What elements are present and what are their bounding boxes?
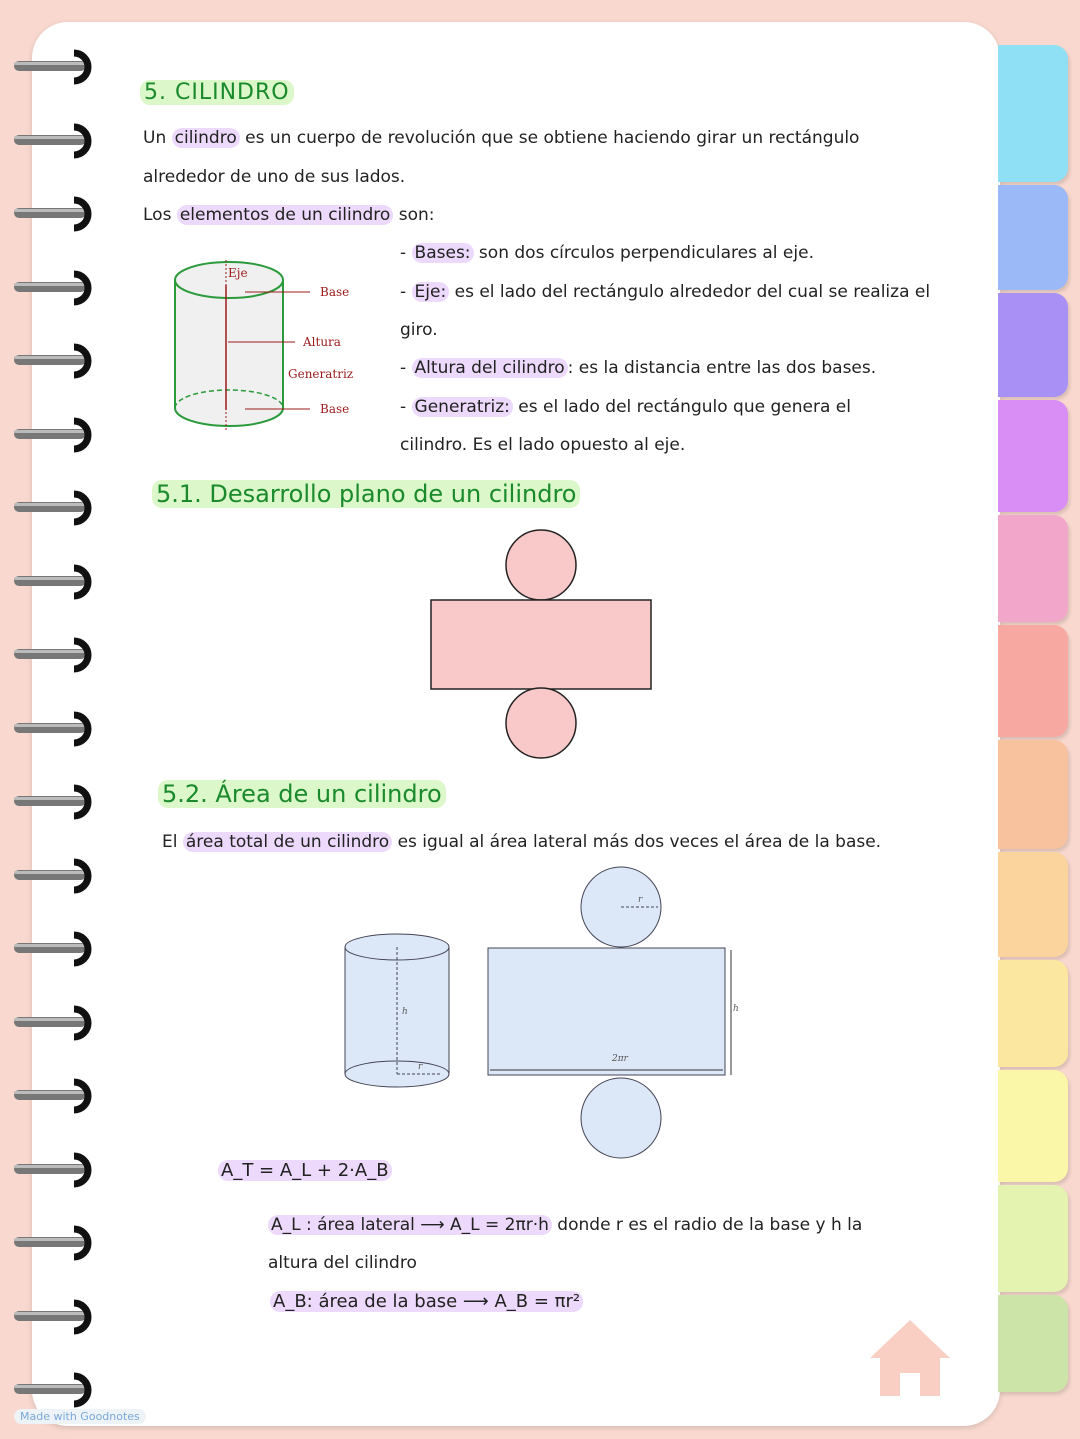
- tab-10[interactable]: [998, 1070, 1068, 1182]
- label-base-top: Base: [320, 285, 350, 299]
- label-h-rect: h: [733, 1004, 739, 1014]
- area-description: El área total de un cilindro es igual al área lateral más dos veces el área de la base.: [162, 832, 882, 852]
- spiral-ring: [12, 856, 102, 896]
- spiral-ring: [12, 1003, 102, 1043]
- spiral-ring: [12, 709, 102, 749]
- label-base-bottom: Base: [320, 402, 350, 416]
- subsection-title-area: 5.2. Área de un cilindro: [158, 780, 446, 808]
- spiral-ring: [12, 268, 102, 308]
- formula-lateral-area: A_L : área lateral ⟶ A_L = 2πr·h donde r es el radio de la base y h la: [268, 1215, 862, 1235]
- spiral-ring: [12, 341, 102, 381]
- tab-2[interactable]: [998, 185, 1068, 290]
- tab-9[interactable]: [998, 960, 1068, 1067]
- spiral-ring: [12, 1297, 102, 1337]
- subsection-title-desarrollo: 5.1. Desarrollo plano de un cilindro: [152, 480, 580, 508]
- spiral-ring: [12, 415, 102, 455]
- spiral-ring: [12, 1223, 102, 1263]
- label-r-cylinder: r: [418, 1062, 423, 1072]
- spiral-ring: [12, 121, 102, 161]
- tab-11[interactable]: [998, 1185, 1068, 1292]
- tab-7[interactable]: [998, 740, 1068, 849]
- spiral-ring: [12, 47, 102, 87]
- label-generatriz: Generatriz: [288, 367, 354, 381]
- label-h-cylinder: h: [402, 1007, 408, 1017]
- formula-total-area: A_T = A_L + 2·A_B: [218, 1160, 392, 1181]
- elements-intro: Los elementos de un cilindro son:: [143, 205, 435, 225]
- spiral-ring: [12, 562, 102, 602]
- spiral-ring: [12, 635, 102, 675]
- spiral-ring: [12, 1370, 102, 1410]
- intro-line-1: Un cilindro es un cuerpo de revolución que se obtiene haciendo girar un rectángulo: [143, 128, 860, 148]
- label-eje: Eje: [228, 266, 248, 280]
- home-icon[interactable]: [868, 1318, 952, 1398]
- cylinder-net-diagram: [425, 525, 660, 760]
- spiral-ring: [12, 929, 102, 969]
- spiral-ring: [12, 1076, 102, 1116]
- label-circumference: 2πr: [612, 1054, 628, 1064]
- tab-12[interactable]: [998, 1295, 1068, 1392]
- label-r-circle: r: [638, 895, 643, 905]
- section-title: 5. CILINDRO: [140, 80, 294, 105]
- spiral-ring: [12, 782, 102, 822]
- tab-6[interactable]: [998, 625, 1068, 737]
- tab-5[interactable]: [998, 515, 1068, 622]
- label-altura: Altura: [303, 335, 341, 349]
- element-generatriz-cont: cilindro. Es el lado opuesto al eje.: [400, 435, 686, 455]
- watermark: Made with Goodnotes: [14, 1409, 146, 1424]
- formula-lateral-cont: altura del cilindro: [268, 1253, 417, 1273]
- element-eje: - Eje: es el lado del rectángulo alrededor del cual se realiza el: [400, 282, 931, 302]
- formula-base-area: A_B: área de la base ⟶ A_B = πr²: [270, 1291, 583, 1312]
- element-eje-cont: giro.: [400, 320, 438, 340]
- spiral-ring: [12, 1150, 102, 1190]
- tab-1[interactable]: [998, 45, 1068, 182]
- element-bases: - Bases: son dos círculos perpendiculares al eje.: [400, 243, 814, 263]
- element-altura: - Altura del cilindro : es la distancia entre las dos bases.: [400, 358, 877, 378]
- spiral-ring: [12, 488, 102, 528]
- tab-3[interactable]: [998, 293, 1068, 397]
- element-generatriz: - Generatriz: es el lado del rectángulo que genera el: [400, 397, 851, 417]
- spiral-ring: [12, 194, 102, 234]
- tab-4[interactable]: [998, 400, 1068, 512]
- intro-line-2: alrededor de uno de sus lados.: [143, 167, 406, 187]
- tab-8[interactable]: [998, 852, 1068, 957]
